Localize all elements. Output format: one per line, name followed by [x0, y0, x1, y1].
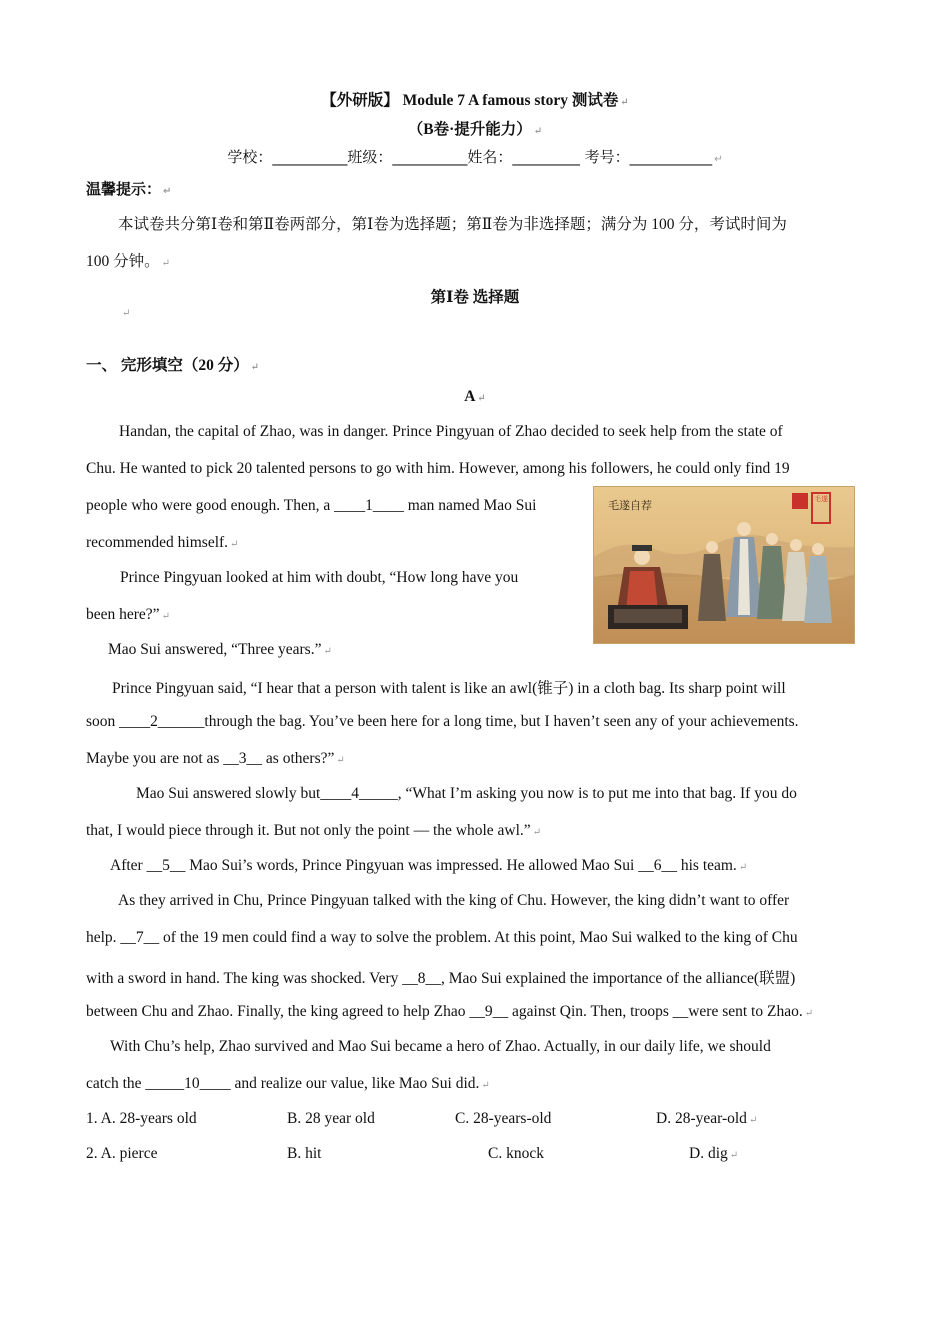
part1-title — [0, 285, 950, 307]
question-2-option-b[interactable]: B. hit — [287, 1145, 322, 1162]
section1-title: 一、 完形填空（20 分） ↵ — [86, 357, 260, 374]
passage-text: catch the _____10____ and realize our value, like Mao Sui did. — [86, 1075, 480, 1092]
passage-text: man named Mao Sui — [403, 497, 537, 514]
question-number: 1. — [86, 1110, 98, 1127]
passage-p8-line2: catch the _____10____ and realize our value, like Mao Sui did. ↵ — [86, 1075, 490, 1092]
passage-p4-line3: Maybe you are not as __3__ as others?” ↵ — [86, 750, 345, 767]
passage-p1-line4: recommended himself. ↵ — [86, 534, 239, 551]
exam-title-text: 【外研版】 Module 7 A famous story 测试卷 — [321, 92, 619, 109]
passage-text: between Chu and Zhao. Finally, the king agreed to help Zhao __9__ against Qin. Then, troops __were sent to Zhao. — [86, 1003, 803, 1020]
tips-line-2-text: 100 分钟。 — [86, 253, 160, 270]
question-1-option-a[interactable] — [86, 1110, 197, 1128]
question-1-option-c[interactable]: C. 28-years-old — [455, 1110, 552, 1127]
passage-p6: After __5__ Mao Sui’s words, Prince Pingyuan was impressed. He allowed Mao Sui __6__ his team. ↵ — [110, 857, 748, 874]
passage-text: been here?” — [86, 606, 160, 623]
tips-line-1: 本试卷共分第Ⅰ卷和第Ⅱ卷两部分，第Ⅰ卷为选择题；第Ⅱ卷为非选择题；满分为 100 分，考试时间为 — [118, 216, 787, 233]
question-2-option-d[interactable]: D. dig ↵ — [689, 1145, 739, 1162]
exam-subtitle: （B卷·提升能力） ↵ — [407, 121, 543, 138]
student-info-line: 学校：__________班级：__________姓名：_________ 考号：___________ ↵ — [227, 148, 723, 166]
question-2-option-a[interactable] — [86, 1145, 157, 1163]
section1-title-text: 一、 完形填空（20 分） — [86, 357, 249, 374]
passage-p7-line4: between Chu and Zhao. Finally, the king agreed to help Zhao __9__ against Qin. Then, troops __were sent to Zhao. ↵ — [86, 1003, 814, 1020]
passage-p2-line1: Prince Pingyuan looked at him with doubt, “How long have you — [120, 569, 519, 586]
passage-p1-line3 — [86, 497, 536, 515]
passage-p3: Mao Sui answered, “Three years.” ↵ — [108, 641, 332, 658]
question-2-option-c[interactable]: C. knock — [488, 1145, 544, 1162]
passage-label: A ↵ — [464, 388, 486, 405]
question-1-option-b[interactable]: B. 28 year old — [287, 1110, 375, 1127]
passage-p5-line2: that, I would piece through it. But not only the point — the whole awl.” ↵ — [86, 822, 542, 839]
passage-p8-line1: With Chu’s help, Zhao survived and Mao Sui became a hero of Zhao. Actually, in our daily life, we should — [110, 1038, 771, 1055]
passage-p5-line1: Mao Sui answered slowly but____4_____, “What I’m asking you now is to put me into that bag. If you do — [136, 785, 797, 802]
student-info-text: 学校：__________班级：__________姓名：_________ 考号：___________ — [227, 148, 713, 166]
passage-p1-line1: Handan, the capital of Zhao, was in danger. Prince Pingyuan of Zhao decided to seek help from the state of — [119, 423, 783, 440]
passage-p4-line2: soon ____2______through the bag. You’ve been here for a long time, but I haven’t seen any of your achievements. — [86, 713, 799, 730]
passage-label-text: A — [464, 388, 476, 405]
passage-p2-line2: been here?” ↵ — [86, 606, 170, 623]
passage-text: Mao Sui answered, “Three years.” — [108, 641, 322, 658]
passage-text: that, I would piece through it. But not only the point — the whole awl.” — [86, 822, 531, 839]
mao-sui-illustration — [593, 486, 855, 644]
tips-line-2: 100 分钟。 ↵ — [86, 253, 171, 270]
passage-p7-line2: help. __7__ of the 19 men could find a way to solve the problem. At this point, Mao Sui walked to the king of Chu — [86, 929, 798, 946]
question-number: 2. — [86, 1145, 98, 1162]
passage-p7-line1: As they arrived in Chu, Prince Pingyuan talked with the king of Chu. However, the king didn’t want to offer — [118, 892, 790, 909]
option-text: A. 28-years old — [100, 1110, 197, 1127]
blank-1[interactable]: ____1____ — [334, 497, 404, 514]
question-1-option-d[interactable]: D. 28-year-old ↵ — [656, 1110, 758, 1127]
illustration-seal: 毛遂 — [814, 495, 828, 503]
exam-title: 【外研版】 Module 7 A famous story 测试卷 ↵ — [321, 92, 629, 109]
seal-mark — [792, 493, 808, 509]
passage-p1-line2: Chu. He wanted to pick 20 talented persons to go with him. However, among his followers, he could only find 19 — [86, 460, 790, 477]
exam-subtitle-text: （B卷·提升能力） — [407, 121, 532, 138]
passage-p4-line1: Prince Pingyuan said, “I hear that a person with talent is like an awl(锥子) in a cloth bag. Its sharp point will — [112, 680, 786, 697]
passage-text: recommended himself. — [86, 534, 229, 551]
passage-text: people who were good enough. Then, a — [86, 497, 335, 514]
passage-p7-line3: with a sword in hand. The king was shocked. Very __8__, Mao Sui explained the importance of the alliance(联盟) — [86, 970, 796, 987]
tips-label: 温馨提示： ↵ — [86, 180, 172, 198]
passage-text: After __5__ Mao Sui’s words, Prince Pingyuan was impressed. He allowed Mao Sui __6__ his team. — [110, 857, 737, 874]
option-text: D. 28-year-old — [656, 1110, 747, 1127]
illustration-caption: 毛遂自荐 — [608, 499, 652, 512]
paragraph-mark: ↵ — [122, 308, 131, 319]
tips-label-text: 温馨提示： — [86, 180, 162, 198]
option-text: A. pierce — [100, 1145, 158, 1162]
part1-title-text: 第Ⅰ卷 选择题 — [430, 289, 520, 306]
passage-text: Maybe you are not as __3__ as others?” — [86, 750, 335, 767]
option-text: D. dig — [689, 1145, 728, 1162]
